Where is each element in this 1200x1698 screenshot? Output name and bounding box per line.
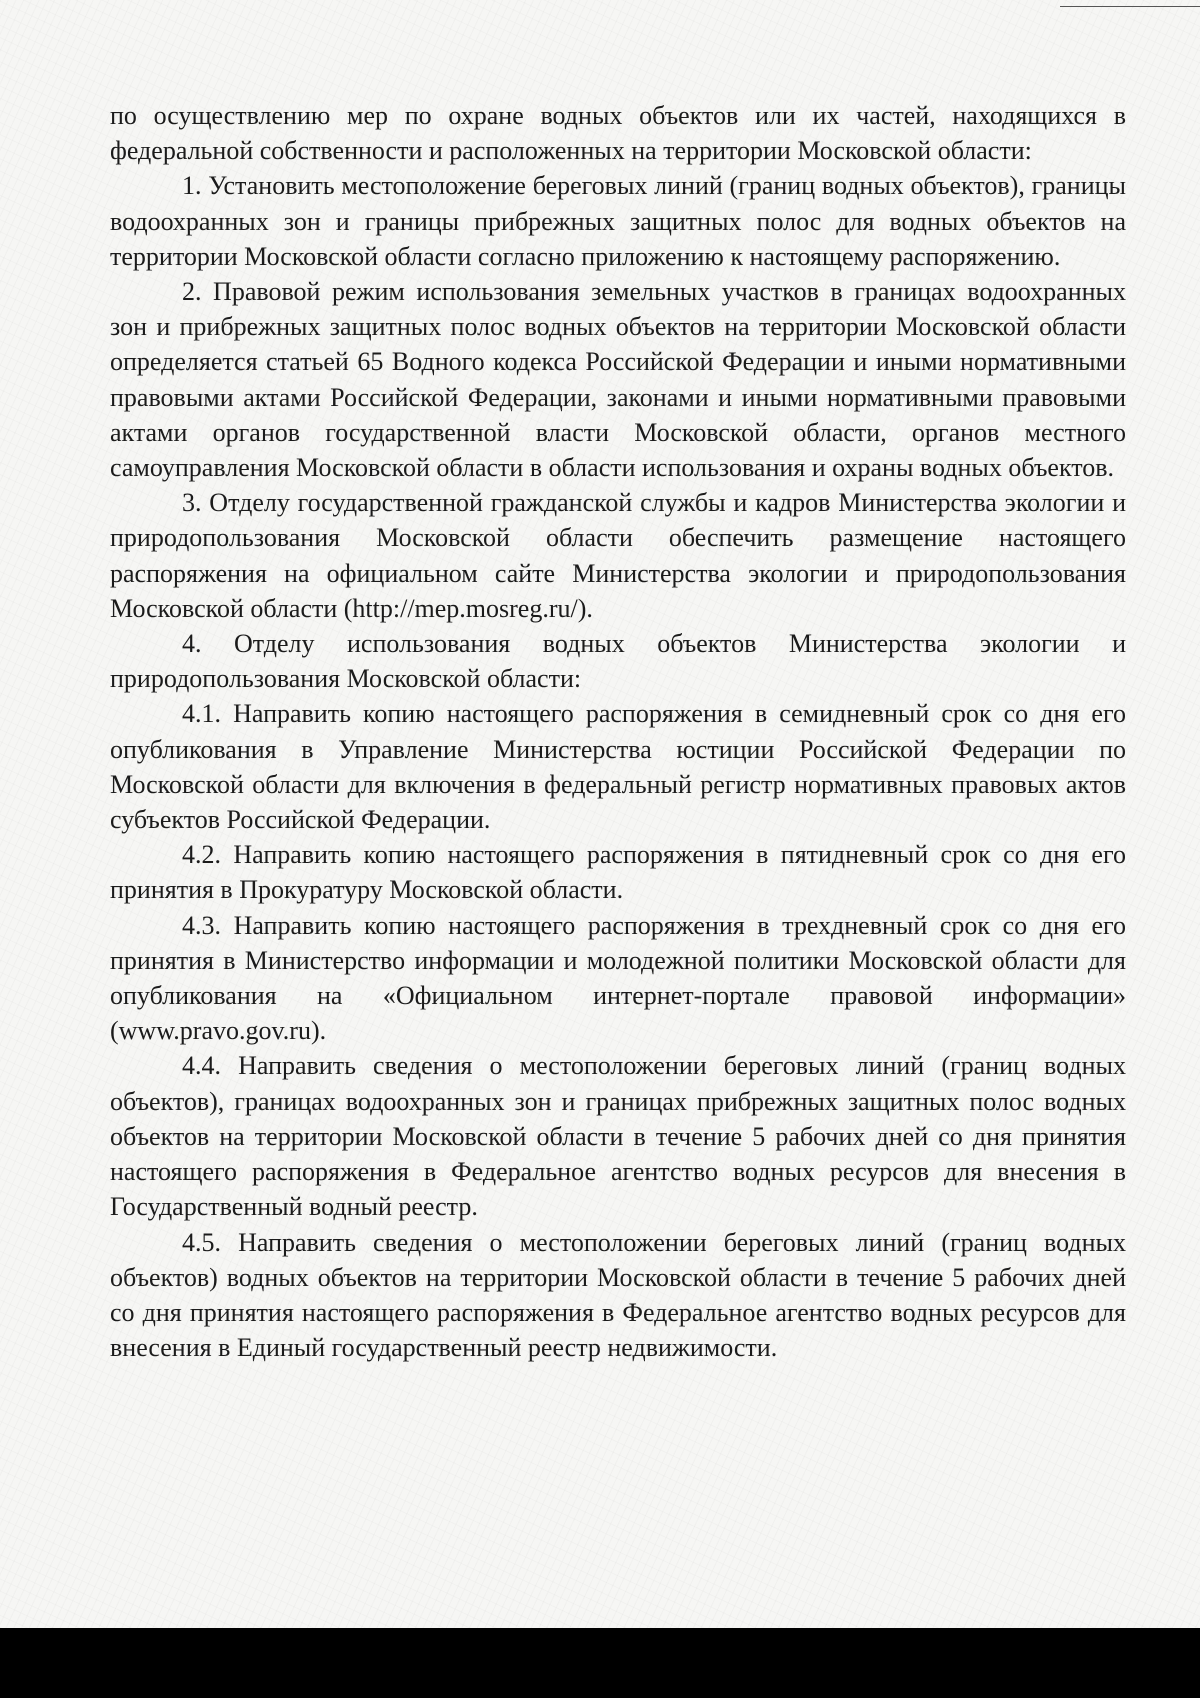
paragraph-intro: по осуществлению мер по охране водных объектов или их частей, находящихся в федеральной собственности и расположенных на территории Московской области: [110,101,1126,166]
document-body [110,98,1126,1365]
paragraph-4: 4. Отделу использования водных объектов Министерства экологии и природопользования Московской области: [110,629,1126,694]
paragraph-4-5: 4.5. Направить сведения о местоположении береговых линий (границ водных объектов) водных объектов на территории Московской области в течение 5 рабочих дней со дня принятия настоящего распоряжения в Федеральное агентство водных ресурсов для внесения в Единый государственный реестр недвижимости. [110,1227,1126,1363]
paragraph-1: 1. Установить местоположение береговых линий (границ водных объектов), границы водоохранных зон и границы прибрежных защитных полос для водных объектов на территории Московской области согласно приложению к настоящему распоряжению. [110,171,1126,271]
paragraph-4-3: 4.3. Направить копию настоящего распоряжения в трехдневный срок со дня его принятия в Министерство информации и молодежной политики Московской области для опубликования на «Официальном интернет-портале правовой информации» (www.pravo.gov.ru). [110,910,1126,1046]
scan-bottom-border [0,1628,1200,1698]
paragraph-4-1: 4.1. Направить копию настоящего распоряжения в семидневный срок со дня его опубликования в Управление Министерства юстиции Российской Федерации по Московской области для включения в федеральный регистр нормативных правовых актов субъектов Российской Федерации. [110,699,1126,835]
paragraph-4-2: 4.2. Направить копию настоящего распоряжения в пятидневный срок со дня его принятия в Прокуратуру Московской области. [110,840,1126,905]
paragraph-3: 3. Отделу государственной гражданской службы и кадров Министерства экологии и природопользования Московской области обеспечить размещение настоящего распоряжения на официальном сайте Министерства экологии и природопользования Московской области (http://mep.mosreg.ru/). [110,488,1126,623]
paragraph-4-4: 4.4. Направить сведения о местоположении береговых линий (границ водных объектов), границах водоохранных зон и границах прибрежных защитных полос водных объектов на территории Московской области в течение 5 рабочих дней со дня принятия настоящего распоряжения в Федеральное агентство водных ресурсов для внесения в Государственный водный реестр. [110,1051,1126,1222]
top-edge-line [1060,6,1200,7]
paragraph-2: 2. Правовой режим использования земельных участков в границах водоохранных зон и прибрежных защитных полос водных объектов на территории Московской области определяется статьей 65 Водного кодекса Российской Федерации и иными нормативными правовыми актами Российской Федерации, законами и иными нормативными правовыми актами органов государственной власти Московской области, органов местного самоуправления Московской области в области использования и охраны водных объектов. [110,277,1126,483]
